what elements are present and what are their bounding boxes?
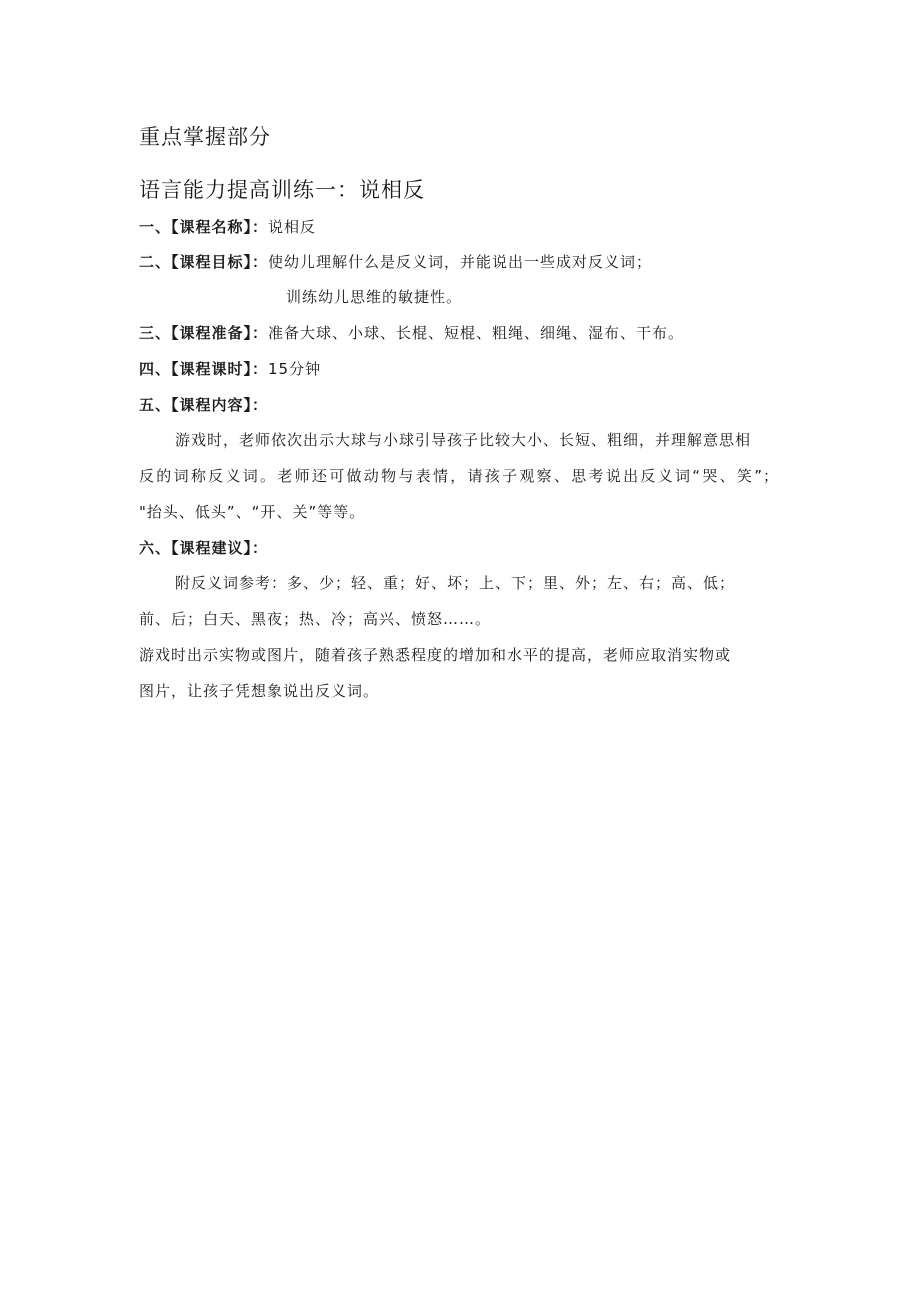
course-suggestion-line-3: 游戏时出示实物或图片，随着孩子熟悉程度的增加和水平的提高，老师应取消实物或 — [139, 646, 732, 664]
course-content-row — [139, 395, 268, 415]
course-hours-row — [139, 359, 321, 379]
course-hours-label: 四、【课程课时】： — [139, 360, 269, 378]
course-name-row — [139, 217, 316, 237]
course-suggestion-label: 六、【课程建议】： — [139, 539, 269, 557]
course-name-value: 说相反 — [268, 218, 317, 236]
course-content-line-2: 反的词称反义词。老师还可做动物与表情，请孩子观察、思考说出反义词“哭、笑”； — [139, 467, 779, 485]
course-suggestion-row — [139, 538, 268, 558]
course-goal-row — [139, 252, 652, 272]
course-content-label: 五、【课程内容】： — [139, 396, 269, 414]
course-prep-row — [139, 323, 684, 343]
course-prep-value: 准备大球、小球、长棍、短棍、粗绳、细绳、湿布、干布。 — [268, 324, 685, 342]
lesson-title: 语言能力提高训练一：说相反 — [139, 178, 425, 202]
course-prep-label: 三、【课程准备】： — [139, 324, 269, 342]
section-heading: 重点掌握部分 — [139, 125, 271, 149]
course-content-line-1: 游戏时，老师依次出示大球与小球引导孩子比较大小、长短、粗细，并理解意思相 — [175, 431, 752, 449]
course-goal-continued: 训练幼儿思维的敏捷性。 — [286, 288, 463, 306]
course-suggestion-line-2: 前、后；白天、黑夜；热、冷；高兴、愤怒……。 — [139, 610, 492, 628]
course-suggestion-line-1: 附反义词参考：多、少；轻、重；好、坏；上、下；里、外；左、右；高、低； — [175, 574, 736, 592]
course-name-label: 一、【课程名称】： — [139, 218, 269, 236]
course-goal-label: 二、【课程目标】： — [139, 253, 269, 271]
course-hours-value: 15分钟 — [268, 360, 322, 378]
course-content-line-3: "抬头、低头”、“开、关”等等。 — [139, 503, 366, 521]
course-suggestion-line-4: 图片，让孩子凭想象说出反义词。 — [139, 682, 380, 700]
course-goal-value: 使幼儿理解什么是反义词，并能说出一些成对反义词； — [268, 253, 653, 271]
